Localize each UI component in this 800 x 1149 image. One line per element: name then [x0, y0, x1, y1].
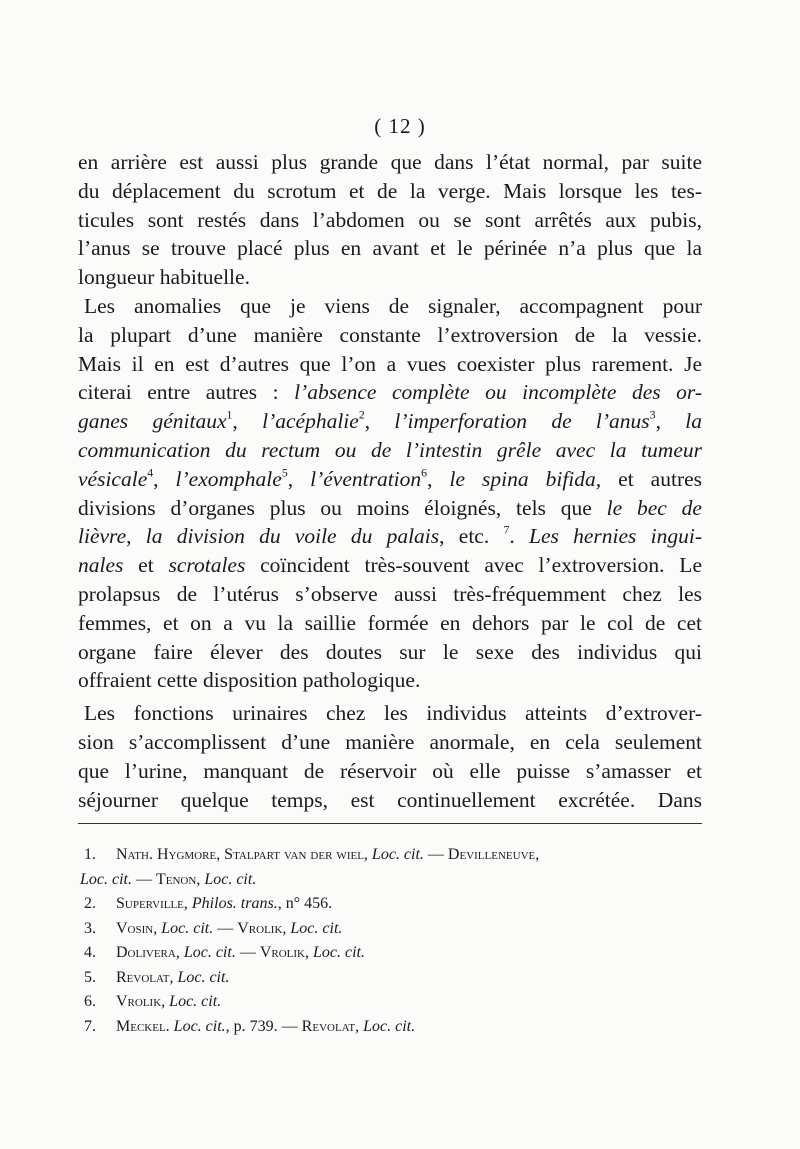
text-run: coïncident très-souvent avec l’extroversion. Le [245, 553, 702, 578]
text-run: , [169, 968, 178, 986]
author: Vrolik [116, 993, 162, 1010]
footnote-text [116, 843, 539, 868]
citation: Loc. cit. [313, 944, 365, 961]
text-run: , etc. [439, 524, 504, 549]
footnote-number: 3. [84, 919, 96, 937]
text-line: organe faire élever des doutes sur le sexe des individus qui [78, 639, 702, 664]
page-number: ( 12 ) [374, 114, 426, 138]
paragraph-2 [78, 292, 702, 695]
text-run: , [126, 524, 146, 549]
italic-run: scrotales [168, 553, 246, 578]
text-run: , [216, 846, 225, 863]
italic-run: l’absence complète ou incomplète des or- [294, 380, 702, 405]
author: Vrolik [259, 944, 305, 961]
author: Nath. Hygmore [116, 846, 217, 863]
text-run: , [287, 466, 311, 491]
footnote-text [116, 917, 342, 942]
italic-run: communication du rectum ou de l’intestin grêle avec la tumeur [78, 437, 702, 462]
italic-run: l’exomphale [175, 466, 282, 491]
footnote [80, 941, 704, 966]
text-line: Mais il en est d’autres que l’on a vues coexister plus rarement. Je [78, 351, 702, 376]
text-line: du déplacement du scrotum et de la verge. Mais lorsque les tes- [78, 178, 702, 203]
text-line: la plupart d’une manière constante l’extroversion de la vessie. [78, 322, 702, 347]
footnote-number: 5. [84, 968, 96, 986]
italic-run: Les hernies ingui- [529, 524, 703, 549]
text-run: , [153, 919, 162, 937]
text-line: offraient cette disposition pathologique. [78, 668, 421, 693]
footnote [80, 1015, 704, 1040]
author: Vosin [116, 919, 154, 937]
body-text [78, 148, 702, 814]
italic-run: lièvre [78, 524, 127, 549]
text-run: , [196, 870, 205, 888]
footnote [80, 843, 704, 868]
citation: Loc. cit. [204, 870, 257, 888]
italic-run: le bec de [606, 495, 702, 520]
author: Dolivera [116, 944, 176, 961]
author: Vrolik [237, 919, 283, 937]
text-run: , [282, 919, 291, 937]
text-run: , [161, 993, 170, 1010]
text-run: citerai entre autres : [78, 380, 295, 405]
italic-run: l’imperforation de l’anus [394, 409, 650, 434]
text-line: Les anomalies que je viens de signaler, accompagnent pour [84, 293, 702, 318]
paragraph-1 [78, 148, 702, 292]
citation: Loc. cit. [169, 993, 222, 1010]
text-run: , p. 739. — [225, 1017, 302, 1035]
text-run: — [235, 944, 260, 961]
italic-run: vésicale [78, 466, 148, 491]
author: Tenon [156, 870, 197, 888]
text-line [78, 436, 702, 465]
italic-run: la division du voile du palais [145, 524, 440, 549]
footnote-ref: 3 [649, 407, 656, 422]
text-line: prolapsus de l’utérus s’observe aussi très-fréquemment chez les [78, 581, 702, 606]
text-run: — [132, 870, 156, 888]
text-line: l’anus se trouve placé plus en avant et le périnée n’a plus que la [78, 236, 702, 261]
text-line: sion s’accomplissent d’une manière anormale, en cela seulement [78, 729, 702, 754]
author: Superville [116, 895, 184, 912]
italic-run: ganes génitaux [78, 409, 227, 434]
text-run: , [153, 466, 176, 491]
footnote-text [116, 990, 221, 1015]
author: Meckel [116, 1017, 166, 1035]
footnote-number: 6. [84, 993, 96, 1010]
paragraph-3 [78, 699, 702, 814]
text-run: . [165, 1017, 174, 1035]
text-line [78, 494, 702, 523]
text-line: en arrière est aussi plus grande que dans l’état normal, par suite [78, 150, 702, 174]
footnote-divider [78, 823, 702, 824]
text-run: , [427, 466, 450, 491]
text-run: et autres [601, 466, 703, 491]
footnote-number: 7. [84, 1017, 96, 1035]
italic-run: nales [78, 553, 124, 578]
footnote-text [116, 892, 332, 917]
footnote-number: 4. [84, 944, 96, 961]
text-run: — [423, 846, 448, 863]
footnote-continuation [80, 868, 704, 893]
footnote-number: 2. [84, 895, 96, 912]
citation: Loc. cit. [161, 919, 214, 937]
footnote-ref: 4 [147, 465, 154, 480]
footnote-ref: 7 [503, 522, 510, 537]
text-run: , [364, 409, 395, 434]
footnote-text [116, 966, 229, 991]
footnote [80, 966, 704, 991]
footnote-ref: 2 [358, 407, 365, 422]
footnote-text [80, 868, 256, 893]
citation: Loc. cit. [177, 968, 230, 986]
footnotes [80, 843, 704, 1039]
italic-run: le spina bifida, [449, 466, 602, 491]
footnote [80, 990, 704, 1015]
text-line [78, 551, 702, 580]
footnote [80, 917, 704, 942]
text-line [78, 522, 702, 551]
author: Revolat [301, 1017, 356, 1035]
text-run: , [175, 944, 184, 961]
text-run: divisions d’organes plus ou moins éloignés, tels que [78, 495, 607, 520]
text-line: ticules sont restés dans l’abdomen ou se sont arrêtés aux pubis, [78, 207, 702, 232]
text-line [78, 407, 702, 436]
text-run: , [183, 895, 192, 912]
text-line: que l’urine, manquant de réservoir où elle puisse s’amasser et [78, 758, 702, 783]
text-run: , [363, 846, 372, 863]
text-run: — [213, 919, 238, 937]
text-run: , [655, 409, 686, 434]
italic-run: l’acéphalie [262, 409, 359, 434]
text-run: , [232, 409, 263, 434]
text-line: longueur habituelle. [78, 265, 250, 290]
text-line [78, 465, 702, 494]
citation: Loc. cit. [183, 944, 236, 961]
footnote-text [116, 1015, 415, 1040]
italic-run: la [685, 409, 702, 434]
footnote [80, 892, 704, 917]
text-run: , [535, 846, 540, 863]
text-line: séjourner quelque temps, est continuellement excrétée. Dans [78, 787, 702, 812]
footnote-text [116, 941, 365, 966]
footnote-ref: 6 [421, 465, 428, 480]
footnote-ref: 5 [281, 465, 288, 480]
citation: Loc. cit. [173, 1017, 226, 1035]
text-run: , n° 456. [277, 895, 333, 912]
text-run: et [123, 553, 169, 578]
text-run: , [355, 1017, 364, 1035]
text-line [78, 378, 702, 407]
author: Stalpart van der wiel [224, 846, 364, 863]
text-run: . [509, 524, 529, 549]
citation: Loc. cit. [80, 870, 132, 888]
text-line: Les fonctions urinaires chez les individus atteints d’extrover- [84, 701, 702, 726]
footnote-ref: 1 [226, 407, 233, 422]
author: Revolat [116, 968, 170, 986]
italic-run: l’éventration [310, 466, 422, 491]
citation: Loc. cit. [371, 846, 424, 863]
citation: Loc. cit. [290, 919, 343, 937]
citation: Philos. trans. [191, 895, 278, 912]
author: Devilleneuve [447, 846, 536, 863]
text-run: , [305, 944, 313, 961]
footnote-number: 1. [84, 846, 96, 863]
citation: Loc. cit. [363, 1017, 416, 1035]
text-line: femmes, et on a vu la saillie formée en dehors par le col de cet [78, 610, 702, 635]
